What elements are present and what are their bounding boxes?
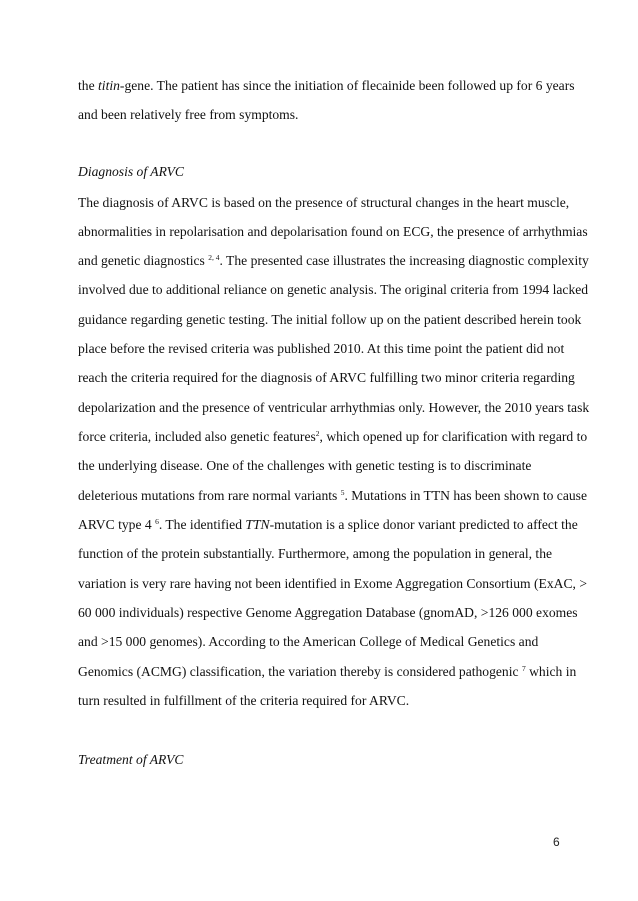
text-line: [78, 253, 589, 271]
text-line: the underlying disease. One of the challenges with genetic testing is to discriminate: [78, 458, 532, 473]
text-line: [78, 517, 578, 535]
text-line: [78, 429, 587, 447]
text-line: [78, 664, 576, 682]
gene-name-italic: TTN: [245, 517, 270, 532]
text-line: 60 000 individuals) respective Genome Aggregation Database (gnomAD, >126 000 exomes: [78, 605, 578, 620]
text-run: and genetic diagnostics: [78, 253, 209, 268]
text-run: which in: [525, 664, 577, 679]
text-run: Genomics (ACMG) classification, the variation thereby is considered pathogenic: [78, 664, 522, 679]
text-line: place before the revised criteria was published 2010. At this time point the patient did not: [78, 341, 565, 356]
text-line: [78, 78, 575, 94]
citation-superscript: 5: [340, 488, 345, 497]
citation-superscript: 2: [315, 429, 320, 438]
text-line: and >15 000 genomes). According to the American College of Medical Genetics and: [78, 634, 539, 649]
text-line: [78, 488, 587, 506]
text-line: guidance regarding genetic testing. The initial follow up on the patient described herein took: [78, 312, 582, 327]
citation-superscript: 6: [155, 517, 159, 526]
text-line: and been relatively free from symptoms.: [78, 107, 299, 122]
text-line: turn resulted in fulfillment of the criteria required for ARVC.: [78, 693, 410, 708]
citation-superscript: 7: [521, 664, 526, 673]
text-run: -mutation is a splice donor variant predicted to affect the: [269, 517, 578, 532]
text-run: force criteria, included also genetic features: [78, 429, 316, 444]
text-run: . The presented case illustrates the increasing diagnostic complexity: [219, 253, 589, 268]
section-heading-diagnosis: Diagnosis of ARVC: [78, 164, 184, 179]
text-run: the: [78, 78, 99, 93]
text-run: ARVC type 4: [78, 517, 156, 532]
text-run: . Mutations in TTN has been shown to cause: [344, 488, 587, 503]
text-run: deleterious mutations from rare normal variants: [78, 488, 341, 503]
text-line: The diagnosis of ARVC is based on the presence of structural changes in the heart muscle,: [78, 195, 570, 210]
text-line: variation is very rare having not been identified in Exome Aggregation Consortium (ExAC, >: [78, 576, 588, 591]
gene-name-italic: titin: [98, 78, 120, 93]
page-number: 6: [553, 835, 560, 849]
text-line: abnormalities in repolarisation and depolarisation found on ECG, the presence of arrhythmias: [78, 224, 588, 239]
text-run: , which opened up for clarification with regard to: [319, 429, 588, 444]
text-run: . The identified: [158, 517, 246, 532]
text-run: -gene. The patient has since the initiation of flecainide been followed up for 6 years: [119, 78, 575, 93]
text-line: function of the protein substantially. Furthermore, among the population in general, the: [78, 546, 553, 561]
text-line: reach the criteria required for the diagnosis of ARVC fulfilling two minor criteria regarding: [78, 370, 575, 385]
text-line: depolarization and the presence of ventricular arrhythmias only. However, the 2010 years task: [78, 400, 590, 415]
section-heading-treatment: Treatment of ARVC: [78, 752, 184, 767]
text-line: involved due to additional reliance on genetic analysis. The original criteria from 1994 lacked: [78, 282, 589, 297]
citation-superscript: 2, 4: [208, 253, 220, 262]
